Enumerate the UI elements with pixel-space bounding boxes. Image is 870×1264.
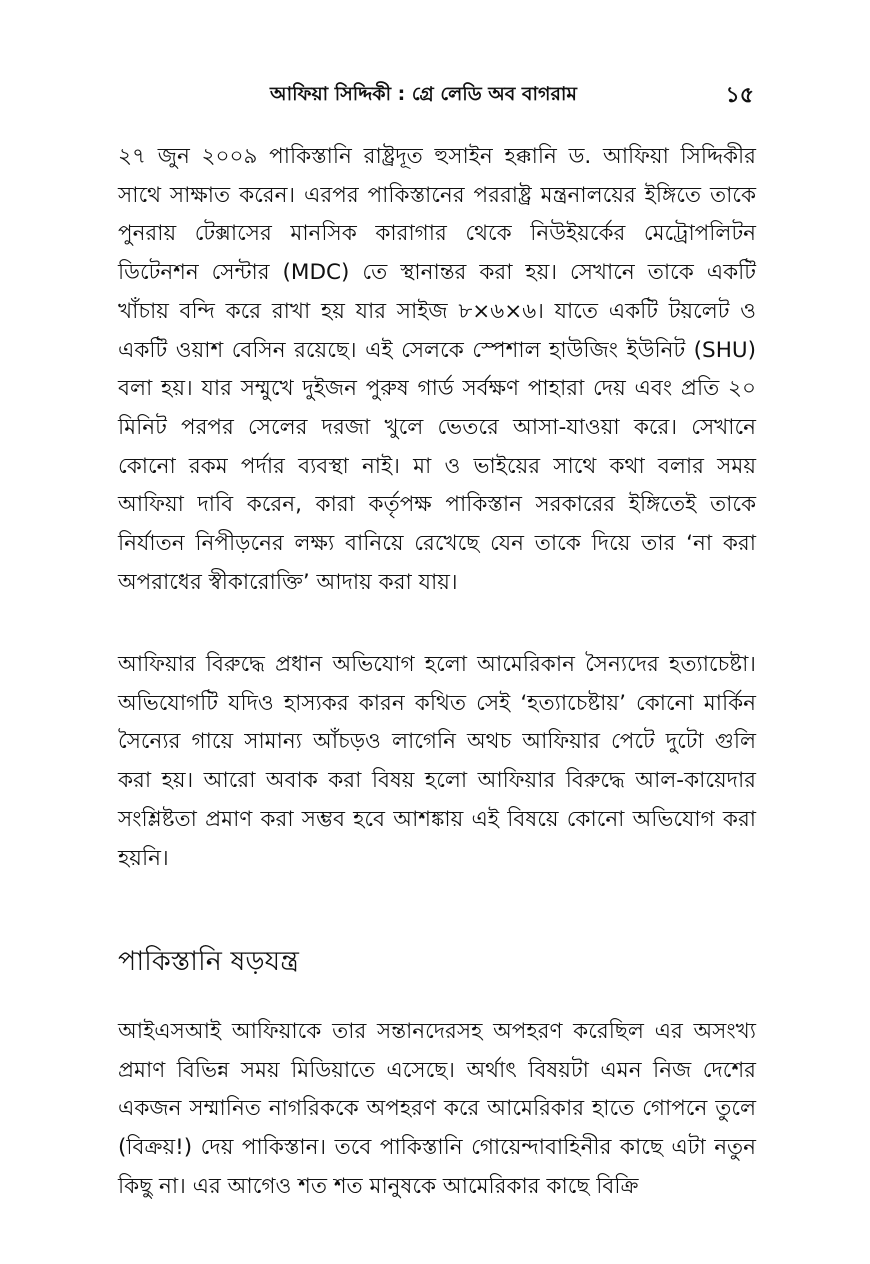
section-heading: পাকিস্তানি ষড়যন্ত্র [118,946,299,977]
page-number: ১৫ [725,83,754,108]
running-title: আফিয়া সিদ্দিকী : গ্রে লেডি অব বাগরাম [270,83,577,105]
body-paragraph: ২৭ জুন ২০০৯ পাকিস্তানি রাষ্ট্রদূত হুসাইন হক্কানি ড. আফিয়া সিদ্দিকীর সাথে সাক্ষাত করেন। এরপর পাকিস্তানের পররাষ্ট্র মন্ত্রনালয়ের ইঙ্গিতে তাকে পুনরায় টেক্সাসের মানসিক কারাগার থেকে নিউইয়র্কের মেট্রোপলিটন ডিটেনশন সেন্টার (MDC) তে স্থানান্তর করা হয়। সেখানে তাকে একটি খাঁচায় বন্দি করে রাখা হয় যার সাইজ ৮×৬×৬। যাতে একটি টয়লেট ও একটি ওয়াশ বেসিন রয়েছে। এই সেলকে স্পেশাল হাউজিং ইউনিট (SHU) বলা হয়। যার সম্মুখে দুইজন পুরুষ গার্ড সর্বক্ষণ পাহারা দেয় এবং প্রতি ২০ মিনিট পরপর সেলের দরজা খুলে ভেতরে আসা-যাওয়া করে। সেখানে কোনো রকম পর্দার ব্যবস্থা নাই। মা ও ভাইয়ের সাথে কথা বলার সময় আফিয়া দাবি করেন, কারা কর্তৃপক্ষ পাকিস্তান সরকারের ইঙ্গিতেই তাকে নির্যাতন নিপীড়নের লক্ষ্য বানিয়ে রেখেছে যেন তাকে দিয়ে তার ‘না করা অপরাধের স্বীকারোক্তি’ আদায় করা যায়। [118,144,756,595]
body-paragraph: আফিয়ার বিরুদ্ধে প্রধান অভিযোগ হলো আমেরিকান সৈন্যদের হত্যাচেষ্টা। অভিযোগটি যদিও হাস্যকর কারন কথিত সেই ‘হত্যাচেষ্টায়’ কোনো মার্কিন সৈন্যের গায়ে সামান্য আঁচড়ও লাগেনি অথচ আফিয়ার পেটে দুটো গুলি করা হয়। আরো অবাক করা বিষয় হলো আফিয়ার বিরুদ্ধে আল-কায়েদার সংশ্লিষ্টতা প্রমাণ করা সম্ভব হবে আশঙ্কায় এই বিষয়ে কোনো অভিযোগ করা হয়নি। [118,652,756,871]
body-paragraph: আইএসআই আফিয়াকে তার সন্তানদেরসহ অপহরণ করেছিল এর অসংখ্য প্রমাণ বিভিন্ন সময় মিডিয়াতে এসেছে। অর্থাৎ বিষয়টা এমন নিজ দেশের একজন সম্মানিত নাগরিককে অপহরণ করে আমেরিকার হাতে গোপনে তুলে (বিক্রয়!) দেয় পাকিস্তান। তবে পাকিস্তানি গোয়েন্দাবাহিনীর কাছে এটা নতুন কিছু না। এর আগেও শত শত মানুষকে আমেরিকার কাছে বিক্রি [118,1019,756,1199]
running-header [118,76,756,112]
